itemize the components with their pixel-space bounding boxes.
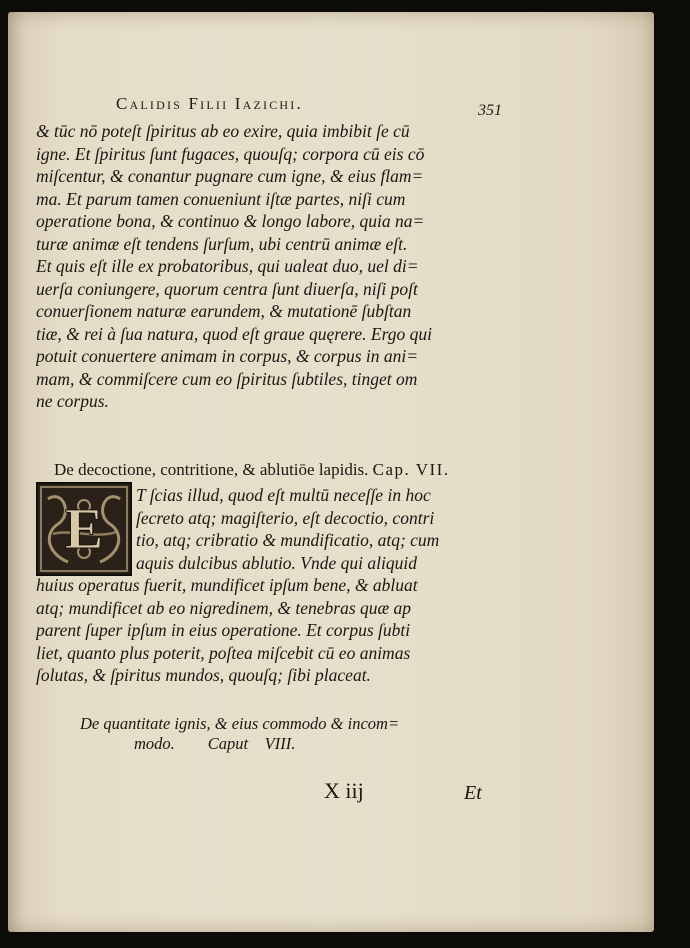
body-text (36, 120, 522, 413)
text-line: ſolutas, & ſpiritus mundos, quouſq; ſibi placeat. (36, 665, 371, 685)
text-line: & tūc nō poteſt ſpiritus ab eo exire, quia imbibit ſe cū (36, 121, 410, 141)
book-page (8, 12, 654, 932)
text-line: atq; mundificet ab eo nigredinem, & tenebras quæ ap (36, 597, 412, 618)
text-line: aquis dulcibus ablutio. Vnde qui aliquid (136, 552, 417, 573)
text-line: tio, atq; cribratio & mundificatio, atq; cum (136, 530, 440, 550)
text-line: huius operatus fuerit, mundificet ipſum bene, & abluat (36, 575, 418, 595)
text-line: conuerſionem naturæ earundem, & mutationē ſubſtan (36, 301, 412, 321)
chapter-heading (80, 714, 399, 754)
text-line: miſcentur, & conantur pugnare cum igne, & eius flam= (36, 166, 424, 186)
text-line: potuit conuertere animam in corpus, & corpus in ani= (36, 346, 419, 366)
ornament-icon (38, 484, 130, 574)
text-line: turæ animæ eſt tendens ſurſum, ubi centrū animæ eſt. (36, 233, 408, 254)
text-line: parent ſuper ipſum in eius operatione. Et corpus ſubti (36, 620, 411, 640)
decorated-initial (36, 482, 132, 576)
chapter-title: De quantitate ignis, & eius commodo & incom= (80, 714, 400, 733)
chapter-number: modo. Caput VIII. (134, 734, 296, 753)
chapter-title: De decoctione, contritione, & ablutiōe lapidis. (54, 460, 369, 479)
catchword: Et (464, 782, 482, 804)
text-line: tiæ, & rei à ſua natura, quod eſt graue quęrere. Ergo qui (36, 323, 432, 344)
drop-cap-letter: E (64, 496, 104, 561)
text-line: mam, & commiſcere cum eo ſpiritus ſubtiles, tinget om (36, 368, 418, 389)
text-line: uerſa coniungere, quorum centra ſunt diuerſa, niſi poſt (36, 278, 418, 299)
text-line: ſecreto atq; magiſterio, eſt decoctio, contri (136, 507, 435, 528)
text-line: operatione bona, & continuo & longo labore, quia na= (36, 211, 425, 231)
chapter-heading (54, 460, 450, 480)
chapter-text (136, 484, 516, 574)
text-line: T ſcias illud, quod eſt multū neceſſe in hoc (136, 485, 431, 505)
chapter-text (36, 574, 522, 687)
text-line: liet, quanto plus poterit, poſtea miſcebit cū eo animas (36, 642, 411, 663)
text-line: ma. Et parum tamen conueniunt iſtæ partes, niſi cum (36, 188, 406, 209)
text-line: igne. Et ſpiritus ſunt fugaces, quouſq; corpora cū eis cō (36, 143, 425, 164)
text-line: ne corpus. (36, 391, 109, 411)
signature-mark: X iij (324, 778, 364, 803)
text-line: Et quis eſt ille ex probatoribus, qui ualeat duo, uel di= (36, 256, 419, 276)
page-number: 351 (478, 102, 502, 119)
running-head: Calidis Filii Iazichi. (116, 94, 303, 113)
chapter-number: Cap. VII. (372, 460, 450, 479)
